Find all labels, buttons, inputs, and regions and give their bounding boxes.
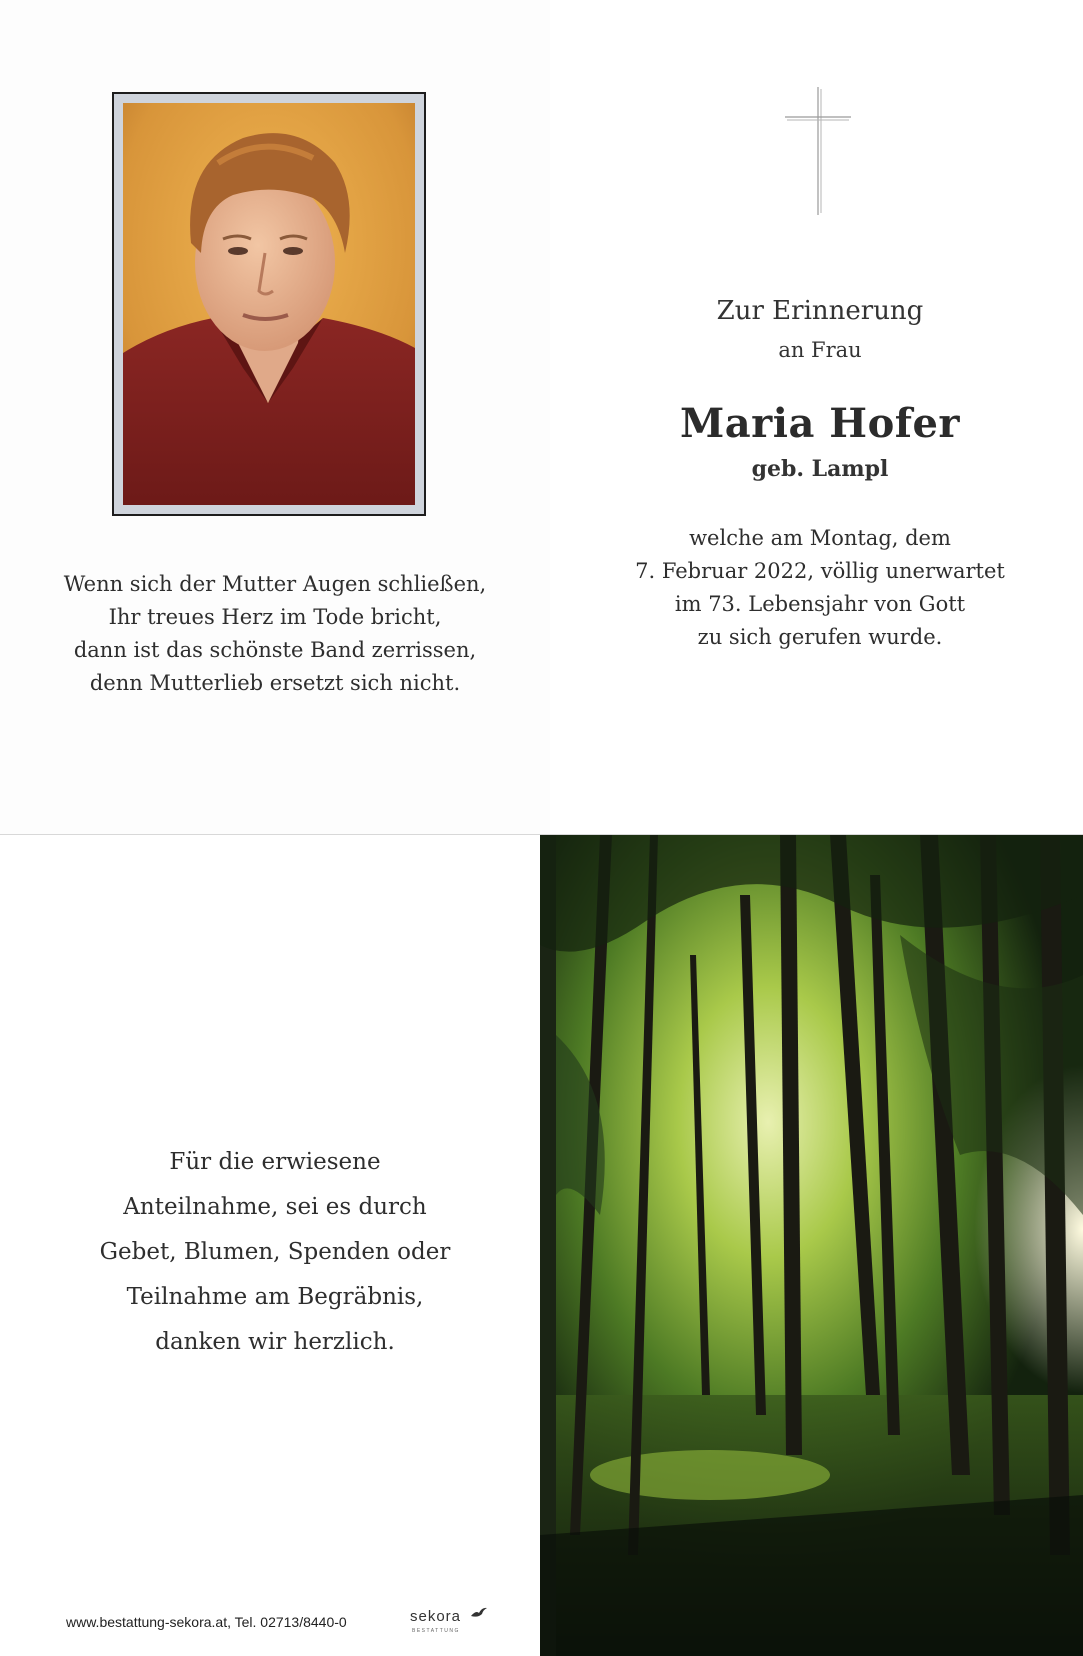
poem [20,568,530,700]
remembrance-heading: Zur Erinnerung [716,296,924,326]
thanks-line: Gebet, Blumen, Spenden oder [99,1239,451,1265]
death-line: 7. Februar 2022, völlig unerwartet [635,559,1005,583]
forest-photo-panel [540,835,1083,1656]
forest-photo [540,835,1083,1656]
poem-line: denn Mutterlieb ersetzt sich nicht. [89,671,461,695]
portrait-frame [112,92,426,516]
deceased-name: Maria Hofer [679,400,960,447]
death-line: zu sich gerufen wurde. [697,625,943,649]
salutation: an Frau [778,338,862,362]
death-line: im 73. Lebensjahr von Gott [674,592,966,616]
maiden-name: geb. Lampl [751,456,889,482]
poem-line: Ihr treues Herz im Tode bricht, [108,605,442,629]
logo-subtitle: BESTATTUNG [412,1628,460,1634]
thanks-line: danken wir herzlich. [155,1329,395,1355]
sekora-logo [410,1608,490,1638]
poem-line: Wenn sich der Mutter Augen schließen, [63,572,487,596]
cross-icon [785,87,851,215]
logo-word: sekora [410,1608,462,1625]
footer-contact: www.bestattung-sekora.at, Tel. 02713/8440-0 [66,1614,347,1630]
bird-icon [470,1606,488,1620]
thanks-line: Für die erwiesene [169,1149,381,1175]
poem-line: dann ist das schönste Band zerrissen, [73,638,477,662]
portrait-photo [123,103,415,505]
death-line: welche am Montag, dem [689,526,951,550]
thanks-line: Teilnahme am Begräbnis, [126,1284,424,1310]
death-notice [600,522,1040,654]
card-panel-portrait [0,0,550,834]
thanks-line: Anteilnahme, sei es durch [123,1194,427,1220]
thanks-message [40,1140,510,1365]
